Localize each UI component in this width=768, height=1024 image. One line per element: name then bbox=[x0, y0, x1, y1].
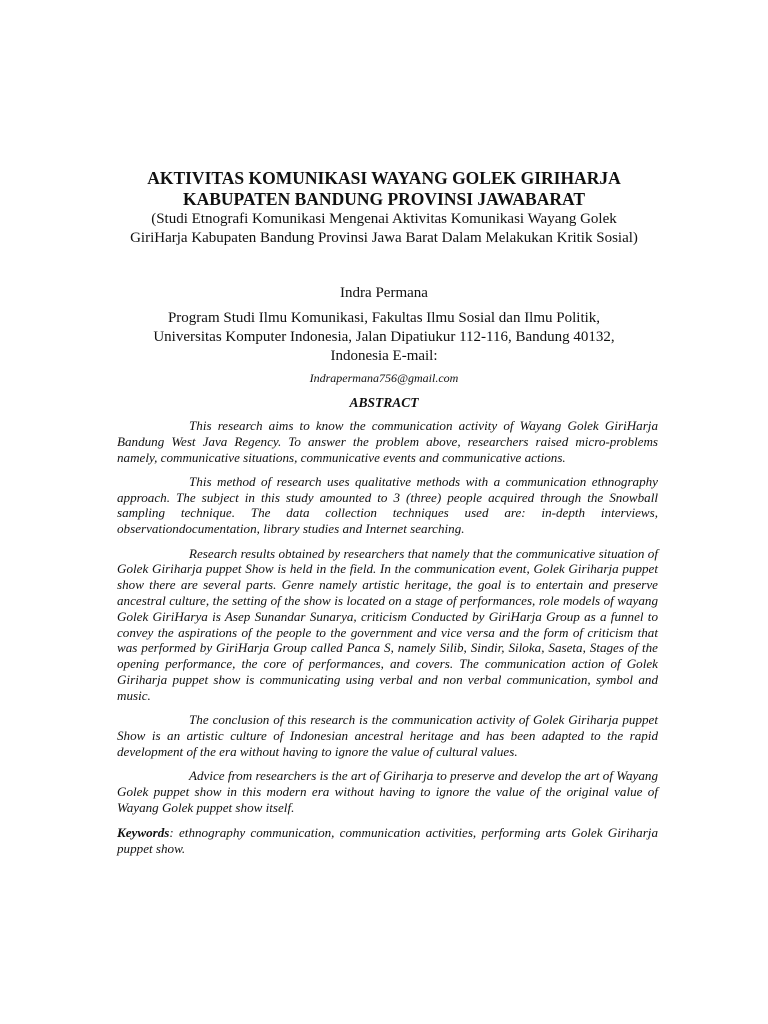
abstract-paragraph: Advice from researchers is the art of Giriharja to preserve and develop the art of Wayang Golek puppet show in this modern era without having to ignore the value of the original value of Wayang Golek puppet show itself. bbox=[117, 767, 658, 815]
abstract-heading: ABSTRACT bbox=[349, 395, 419, 410]
abstract-paragraph: Research results obtained by researchers that namely that the communicative situation of Golek Giriharja puppet Show is held in the field. In the communication event, Golek Giriharja puppet show there are several parts. Genre namely artistic heritage, the goal is to entertain and preserve ancestral culture, the setting of the show is located on a stage of performances, role models of wayang Golek GiriHarya is Asep Sunandar Sunarya, criticism Conducted by GiriHarja Group as a funnel to convey the aspirations of the people to the government and vice versa and the form of criticism that was performed by GiriHarja Group called Panca S, namely Silib, Sindir, Siloka, Saseta, Stages of the opening performance, the core of performances, and covers. The communication action of Golek Giriharja puppet show is communicating using verbal and non verbal communication, symbol and music. bbox=[117, 545, 658, 703]
abstract-paragraph: This method of research uses qualitative methods with a communication ethnography approach. The subject in this study amounted to 3 (three) people acquired through the Snowball sampling technique. The data collection techniques used are: in-depth interviews, observationdocumentation, library studies and Internet searching. bbox=[117, 473, 658, 537]
author-name: Indra Permana bbox=[340, 285, 428, 301]
paper-subtitle: (Studi Etnografi Komunikasi Mengenai Aktivitas Komunikasi Wayang Golek GiriHarja Kabupaten Bandung Provinsi Jawa Barat Dalam Melakukan Kritik Sosial) bbox=[130, 211, 638, 246]
author-email: Indrapermana756@gmail.com bbox=[309, 371, 459, 385]
abstract-paragraph: This research aims to know the communication activity of Wayang Golek GiriHarja Bandung West Java Regency. To answer the problem above, researchers raised micro-problems namely, communicative situations, communicative events and communicative actions. bbox=[117, 418, 658, 465]
abstract-paragraph: The conclusion of this research is the communication activity of Golek Giriharja puppet Show is an artistic culture of Indonesian ancestral heritage and has been adapted to the rapid development of the era without having to ignore the value of cultural values. bbox=[117, 712, 658, 759]
keywords bbox=[117, 825, 658, 857]
paper-title: AKTIVITAS KOMUNIKASI WAYANG GOLEK GIRIHARJA KABUPATEN BANDUNG PROVINSI JAWABARAT bbox=[147, 168, 621, 209]
keywords-label: Keywords bbox=[117, 825, 170, 841]
author-affiliation: Program Studi Ilmu Komunikasi, Fakultas Ilmu Sosial dan Ilmu Politik, Universitas Komputer Indonesia, Jalan Dipatiukur 112-116, Bandung 40132, Indonesia E-mail: bbox=[153, 310, 615, 364]
keywords-text: : ethnography communication, communication activities, performing arts Golek Giriharja puppet show. bbox=[117, 825, 658, 857]
abstract-body bbox=[117, 418, 658, 865]
